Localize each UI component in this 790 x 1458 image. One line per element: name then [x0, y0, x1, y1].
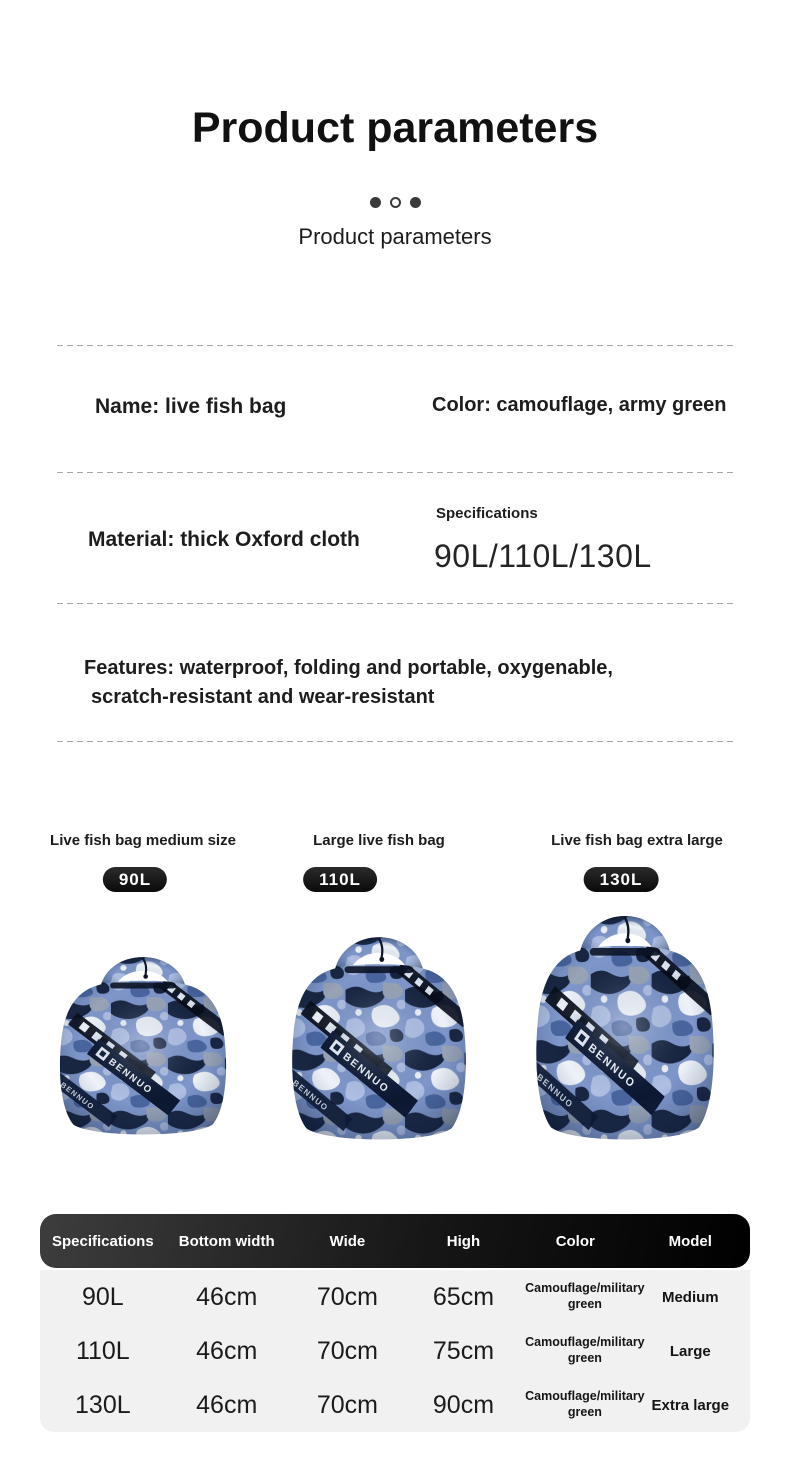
product-name-text: Name: live fish bag — [95, 395, 287, 418]
cell-model: Medium — [661, 1288, 719, 1306]
cell-color: Camouflage/military green — [525, 1335, 645, 1365]
cell-model: Large — [669, 1342, 711, 1360]
cell-high: 65cm — [432, 1282, 495, 1311]
table-row — [40, 1378, 750, 1432]
table-header-specifications: Specifications — [51, 1232, 154, 1250]
cell-bottom: 46cm — [196, 1390, 258, 1419]
product-variant-label-extra-large: Live fish bag extra large — [551, 832, 723, 849]
divider-line — [57, 603, 734, 604]
table-row — [40, 1324, 750, 1378]
divider-line — [57, 345, 734, 346]
cell-bottom: 46cm — [196, 1282, 258, 1311]
size-badge-110l: 110L — [303, 867, 377, 892]
product-variant-label-medium: Live fish bag medium size — [50, 832, 236, 849]
dot-icon — [370, 197, 381, 208]
divider-line — [57, 741, 734, 742]
cell-wide: 70cm — [316, 1390, 378, 1419]
dot-icon — [410, 197, 421, 208]
size-badge-90l: 90L — [103, 867, 167, 892]
page-subtitle: Product parameters — [298, 224, 492, 249]
table-row — [40, 1270, 750, 1324]
cell-wide: 70cm — [316, 1282, 378, 1311]
product-features-text — [84, 654, 613, 712]
camouflage-bag-image-large — [286, 920, 472, 1148]
cell-model: Extra large — [651, 1396, 730, 1414]
specifications-value: 90L/110L/130L — [434, 538, 652, 574]
cell-bottom: 46cm — [196, 1336, 258, 1365]
product-variant-label-large: Large live fish bag — [313, 832, 445, 849]
cell-spec: 110L — [75, 1336, 130, 1365]
page-title: Product parameters — [191, 104, 599, 152]
size-badge-130l: 130L — [584, 867, 659, 892]
spec-table-header — [40, 1214, 750, 1268]
table-header-color: Color — [555, 1232, 595, 1250]
divider-dots — [0, 197, 790, 208]
camouflage-bag-image-medium — [54, 942, 232, 1142]
cell-color: Camouflage/military green — [525, 1389, 645, 1419]
dot-outline-icon — [390, 197, 401, 208]
table-header-high: High — [446, 1232, 481, 1250]
features-line-1: Features: waterproof, folding and portable, oxygenable, — [84, 657, 613, 679]
table-header-model: Model — [668, 1232, 712, 1250]
cell-color: Camouflage/military green — [525, 1281, 645, 1311]
cell-spec: 90L — [81, 1282, 124, 1311]
table-header-wide: Wide — [329, 1232, 366, 1250]
cell-spec: 130L — [75, 1390, 131, 1419]
cell-high: 75cm — [432, 1336, 495, 1365]
camouflage-bag-image-extra-large — [530, 897, 720, 1149]
table-header-bottom-width: Bottom width — [178, 1232, 275, 1250]
features-line-2: scratch-resistant and wear-resistant — [91, 686, 435, 708]
cell-high: 90cm — [432, 1390, 495, 1419]
cell-wide: 70cm — [316, 1336, 378, 1365]
product-material-text: Material: thick Oxford cloth — [88, 528, 360, 551]
product-color-text: Color: camouflage, army green — [432, 394, 727, 416]
spec-table-body — [40, 1270, 750, 1432]
specifications-label: Specifications — [436, 505, 538, 522]
divider-line — [57, 472, 734, 473]
